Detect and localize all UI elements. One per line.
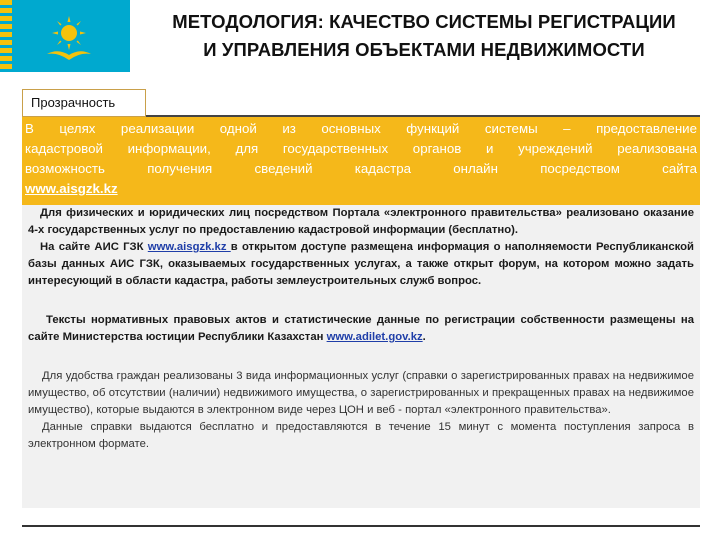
aisgzk-link-highlight[interactable]: www.aisgzk.kz (25, 181, 118, 196)
bottom-divider (22, 525, 700, 527)
highlight-line-1: В целях реализации одной из основных функций системы – предоставление (25, 121, 697, 136)
highlight-panel (22, 117, 700, 205)
paragraph-certificates: Данные справки выдаются бесплатно и предоставляются в течение 15 минут с момента поступления запроса в электронном формате. (28, 421, 694, 450)
content-panel (22, 205, 700, 508)
ais-gzk-text: в открытом доступе размещена информация о наполняемости Республиканской базы данных АИС ГЗК, оказываемых государственных услугах, а также открыт форум, на котором можно задать интересующий в области кадастра, работы землеустроительных служб вопрос. (28, 241, 694, 287)
highlight-line-3: возможность получения сведений кадастра онлайн посредством сайта (25, 161, 697, 176)
paragraph-info-services: Для удобства граждан реализованы 3 вида информационных услуг (справки о зарегистрированных правах на недвижимое имущество, об отсутствии (наличии) недвижимого имущества, о зарегистрированных и прекращенных правах на недвижимое имущество), которые выдаются в электронном виде через ЦОН и веб - портал «электронного правительства». (28, 370, 694, 416)
page-title (138, 8, 710, 64)
highlight-line-2: кадастровой информации, для государственных органов и учреждений реализована (25, 141, 697, 156)
title-line-2: И УПРАВЛЕНИЯ ОБЪЕКТАМИ НЕДВИЖИМОСТИ (203, 39, 645, 60)
legal-acts-end: . (422, 331, 426, 343)
kazakhstan-flag (0, 0, 130, 72)
section-tab-transparency: Прозрачность (22, 89, 146, 117)
aisgzk-link-body[interactable]: www.aisgzk.kz (147, 241, 231, 253)
paragraph-ais-gzk (28, 239, 694, 290)
adilet-link[interactable]: www.adilet.gov.kz (326, 331, 423, 343)
paragraph-legal-acts (28, 312, 694, 346)
ais-gzk-intro: На сайте АИС ГЗК (40, 241, 148, 253)
flag-ornament (0, 0, 12, 72)
legal-acts-text: Тексты нормативных правовых актов и статистические данные по регистрации собственности размещены на сайте Министерства юстиции Республики Казахстан (28, 314, 694, 343)
eagle-icon (47, 48, 91, 62)
sun-icon (52, 16, 86, 50)
paragraph-egov-services: Для физических и юридических лиц посредством Портала «электронного правительства» реализовано оказание 4-х государственных услуг по предоставлению кадастровой информации (бесплатно). (28, 207, 694, 236)
title-line-1: МЕТОДОЛОГИЯ: КАЧЕСТВО СИСТЕМЫ РЕГИСТРАЦИИ (172, 11, 676, 32)
